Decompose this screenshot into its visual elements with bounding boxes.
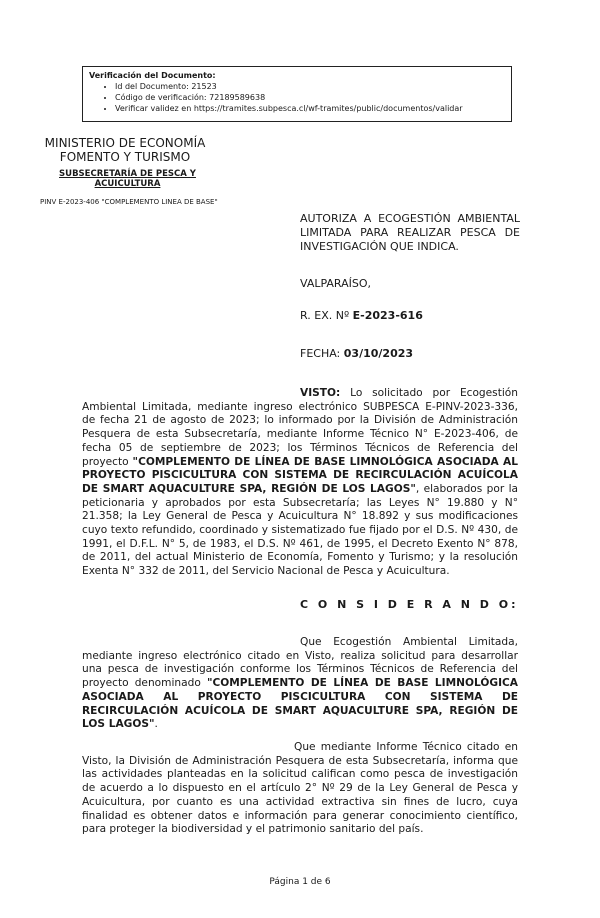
ministry-line-2: FOMENTO Y TURISMO	[59, 150, 191, 164]
considerando-paragraph-1	[82, 636, 518, 732]
considerando-p2-text: Que mediante Informe Técnico citado en Visto, la División de Administración Pesquera de esta Subsecretaría, informa que las actividades planteadas en la solicitud califican como pesca de investigación de acuerdo a lo dispuesto en el artículo 2° Nº 29 de la Ley General de Pesca y Acuicultura, por cuanto es una actividad extractiva sin fines de lucro, cuya finalidad es obtener datos e información para generar conocimiento científico, para proteger la biodiversidad y el patrimonio sanitario del país.	[82, 741, 518, 836]
ministry-name	[40, 136, 210, 164]
verification-item-id: • Id del Documento: 21523	[115, 81, 505, 92]
considerando-p1-project: "COMPLEMENTO DE LÍNEA DE BASE LIMNOLÓGICA ASOCIADA AL PROYECTO PISCICULTURA CON SISTEMA DE RECIRCULACIÓN ACUÍCOLA DE SMART AQUACULTURE SPA, REGIÓN DE LOS LAGOS"	[82, 677, 518, 731]
verification-item-code: • Código de verificación: 72189589638	[115, 92, 505, 103]
date-label: FECHA:	[300, 347, 344, 360]
resolution-city: VALPARAÍSO,	[300, 277, 372, 290]
considerando-p1-text-a: Que Ecogestión Ambiental Limitada, mediante ingreso electrónico citado en Visto, realiza solicitud para desarrollar una pesca de investigación conforme los Términos Técnicos de Referencia del proyecto denominado	[82, 636, 518, 690]
rex-number: E-2023-616	[352, 309, 423, 322]
visto-text-b: , elaborados por la peticionaria y aprobados por esta Subsecretaría; las Leyes N° 19.880 y N° 21.358; la Ley General de Pesca y Acuicultura N° 18.892 y sus modificaciones cuyo texto refundido, coordinado y sistematizado fue fijado por el D.S. Nº 430, de 1991, el D.F.L. N° 5, de 1983, el D.S. Nº 461, de 1995, el Decreto Exento N° 878, de 2011, del actual Ministerio de Economía, Fomento y Turismo; y la resolución Exenta N° 332 de 2011, del Servicio Nacional de Pesca y Acuicultura.	[82, 482, 519, 578]
considerando-p1-text-b: .	[154, 718, 158, 731]
verification-list	[89, 81, 505, 114]
ministry-line-1: MINISTERIO DE ECONOMÍA	[44, 136, 206, 150]
subsecretaria-name: SUBSECRETARÍA DE PESCA Y ACUICULTURA	[59, 169, 196, 189]
considerando-heading: C O N S I D E R A N D O:	[300, 598, 519, 611]
resolution-summary: AUTORIZA A ECOGESTIÓN AMBIENTAL LIMITADA PARA REALIZAR PESCA DE INVESTIGACIÓN QUE INDICA.	[300, 212, 520, 253]
page-number: Página 1 de 6	[269, 877, 331, 887]
considerando-paragraph-2	[82, 741, 518, 837]
visto-label: VISTO:	[300, 387, 341, 399]
visto-paragraph	[82, 387, 518, 579]
pinv-reference: PINV E-2023-406 "COMPLEMENTO LINEA DE BASE"	[40, 198, 218, 206]
resolution-number	[300, 309, 520, 323]
verification-title: Verificación del Documento:	[89, 71, 216, 80]
date-value: 03/10/2023	[343, 347, 414, 360]
visto-text-a: Lo solicitado por Ecogestión Ambiental Limitada, mediante ingreso electrónico SUBPESCA E-PINV-2023-336, de fecha 21 de agosto de 2023; lo informado por la División de Administración Pesquera de esta Subsecretaría, mediante Informe Técnico N° E-2023-406, de fecha 05 de septiembre de 2023; los Términos Técnicos de Referencia del proyecto	[82, 387, 518, 468]
rex-label: R. EX. Nº	[300, 309, 353, 322]
verification-box	[82, 66, 512, 122]
visto-project: "COMPLEMENTO DE LÍNEA DE BASE LIMNOLÓGICA ASOCIADA AL PROYECTO PISCICULTURA CON SISTEMA DE RECIRCULACIÓN ACUÍCOLA DE SMART AQUACULTURE SPA, REGIÓN DE LOS LAGOS"	[82, 455, 518, 495]
resolution-date	[300, 347, 520, 361]
verification-item-url[interactable]: • Verificar validez en https://tramites.subpesca.cl/wf-tramites/public/documentos/validar	[115, 103, 505, 114]
